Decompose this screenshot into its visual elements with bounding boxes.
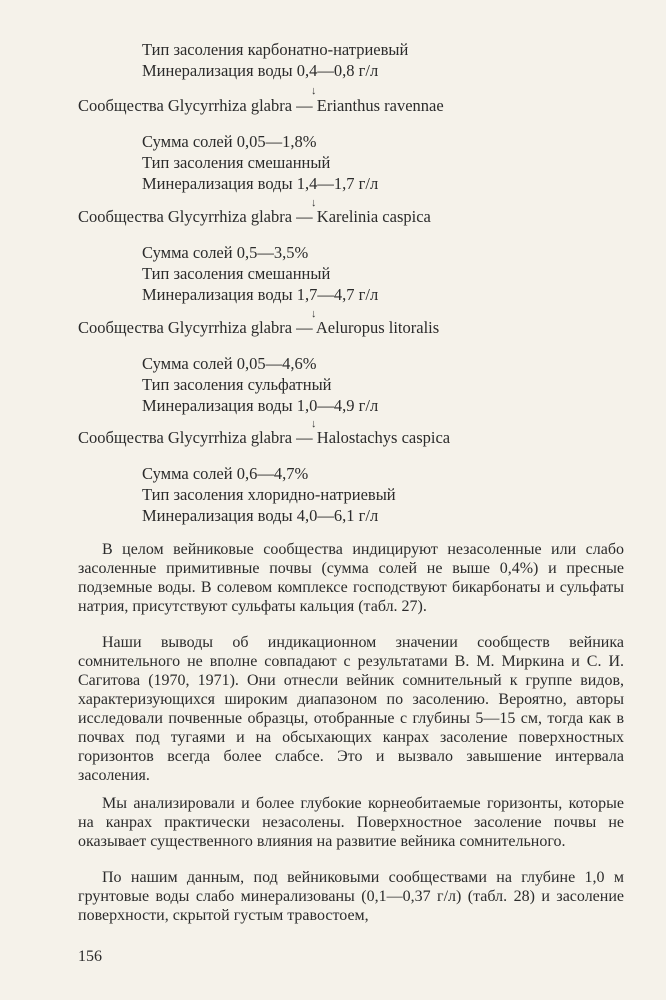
salt-sum-line: Сумма солей 0,5—3,5%: [142, 243, 309, 262]
body-paragraph: Мы анализировали и более глубокие корнеобитаемые горизонты, которые на канрах практически незасолены. Поверхностное засоление почвы не оказывает существенного влияния на развитие вейника сомнительного.: [78, 795, 624, 850]
salinity-type-line: Тип засоления смешанный: [142, 153, 331, 172]
salinity-type-line: Тип засоления смешанный: [142, 264, 331, 283]
body-paragraph: По нашим данным, под вейниковыми сообществами на глубине 1,0 м грунтовые воды слабо минерализованы (0,1—0,37 г/л) (табл. 28) и засоление поверхности, скрытой густым травостоем,: [78, 869, 624, 924]
salt-sum-line: Сумма солей 0,05—1,8%: [142, 132, 317, 151]
mineralization-line: Минерализация воды 1,7—4,7 г/л: [142, 285, 379, 304]
community-heading: Сообщества Glycyrrhiza glabra — Erianthus ravennae: [78, 96, 444, 115]
mineralization-line: Минерализация воды 1,4—1,7 г/л: [142, 174, 379, 193]
down-arrow-icon: ↓: [311, 418, 317, 430]
community-heading: Сообщества Glycyrrhiza glabra — Aeluropus litoralis: [78, 318, 440, 337]
down-arrow-icon: ↓: [311, 197, 317, 209]
salt-sum-line: Сумма солей 0,05—4,6%: [142, 354, 317, 373]
body-paragraph: В целом вейниковые сообщества индицируют незасоленные или слабо засоленные примитивные почвы (сумма солей не выше 0,4%) и пресные подземные воды. В солевом комплексе господствуют бикарбонаты и сульфаты натрия, присутствуют сульфаты кальция (табл. 27).: [78, 541, 624, 615]
community-heading: Сообщества Glycyrrhiza glabra — Karelinia caspica: [78, 207, 431, 226]
page-number: 156: [78, 948, 102, 965]
salt-sum-line: Сумма солей 0,6—4,7%: [142, 464, 309, 483]
mineralization-line: Минерализация воды 1,0—4,9 г/л: [142, 396, 379, 415]
mineralization-line: Минерализация воды 0,4—0,8 г/л: [142, 61, 379, 80]
salinity-type-line: Тип засоления хлоридно-натриевый: [142, 485, 396, 504]
down-arrow-icon: ↓: [311, 308, 317, 320]
community-heading: Сообщества Glycyrrhiza glabra — Halostachys caspica: [78, 428, 451, 447]
down-arrow-icon: ↓: [311, 85, 317, 97]
mineralization-line: Минерализация воды 4,0—6,1 г/л: [142, 506, 379, 525]
salinity-type-line: Тип засоления сульфатный: [142, 375, 332, 394]
body-paragraph: Наши выводы об индикационном значении сообществ вейника сомнительного не вполне совпадают с результатами В. М. Миркина и С. И. Сагитова (1970, 1971). Они отнесли вейник сомнительный к группе видов, характеризующихся широким диапазоном по засолению. Вероятно, авторы исследовали почвенные образцы, отобранные с глубины 5—15 см, тогда как в почвах под тугаями и на обсыхающих канрах засоление поверхностных горизонтов всегда более слабсе. Это и вызвало завышение интервала засоления.: [78, 634, 624, 784]
salinity-type-line: Тип засоления карбонатно-натриевый: [142, 40, 409, 59]
